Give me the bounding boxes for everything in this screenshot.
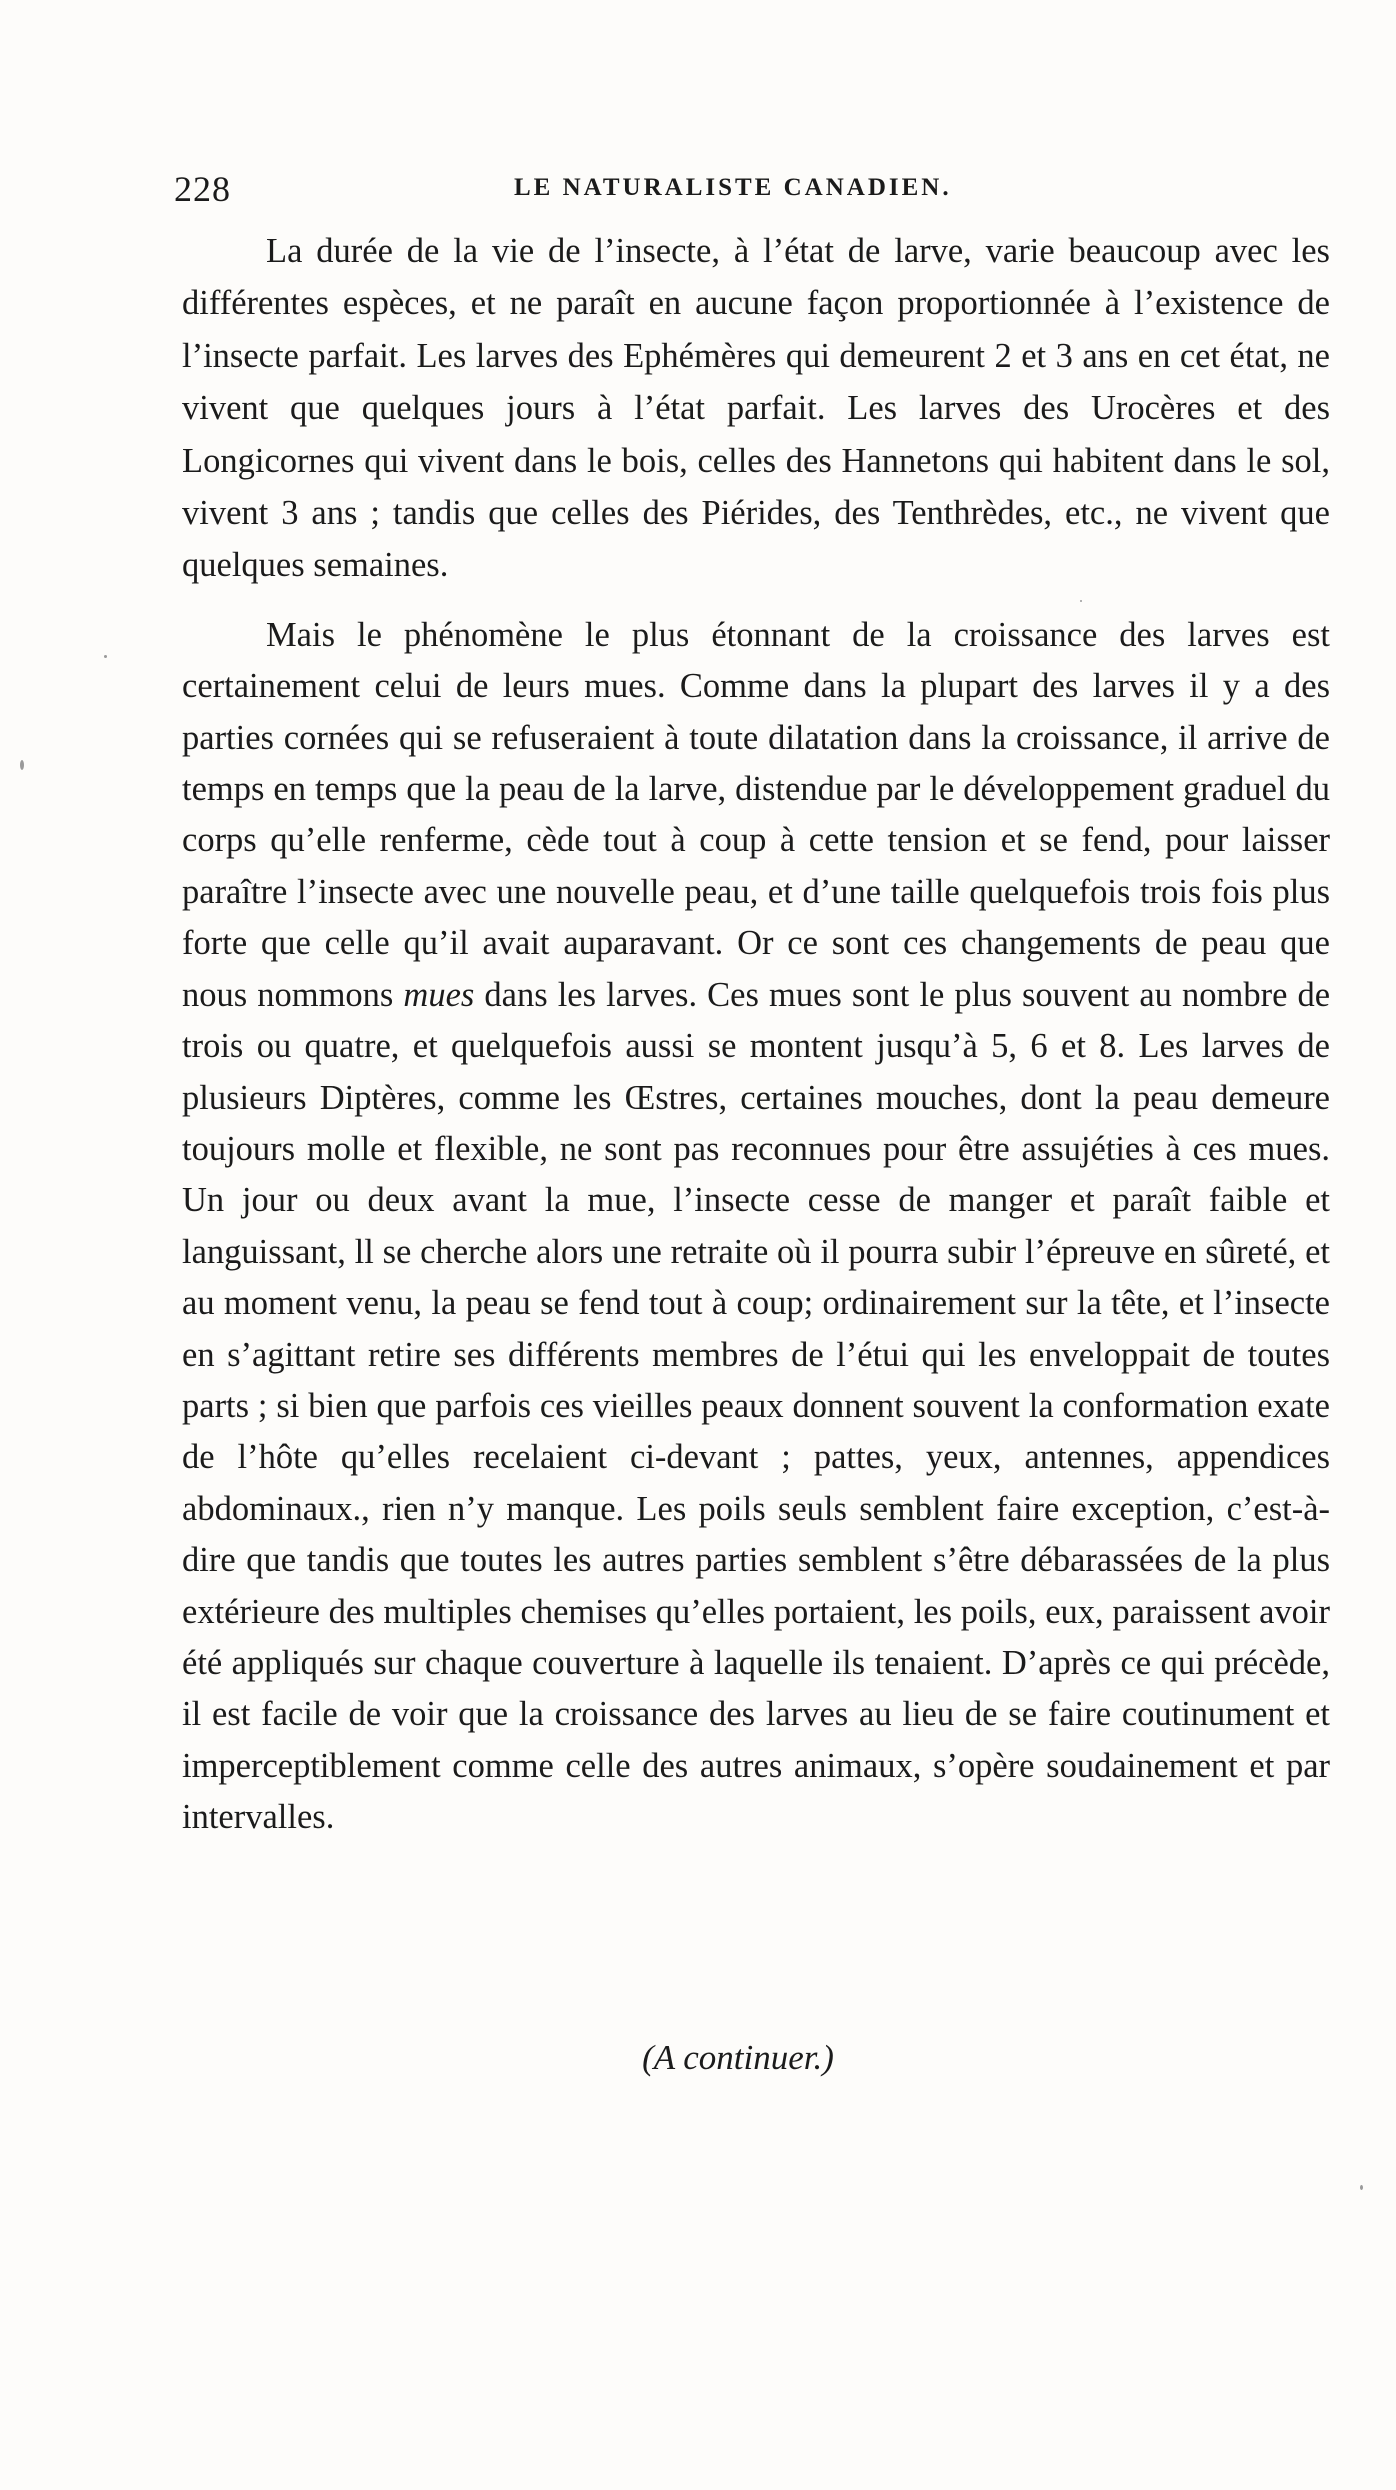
running-head — [174, 168, 1344, 218]
paragraph-molting-part-2: dans les larves. Ces mues sont le plus souvent au nombre de trois ou quatre, et quelquefois aussi se montent jusqu’à 5, 6 et 8. Les larves de plusieurs Diptères, comme les Œstres, certaines mouches, dont la peau demeure toujours molle et flexible, ne sont pas reconnues pour être assujéties à ces mues. Un jour ou deux avant la mue, l’insecte cesse de manger et paraît faible et languissant, ll se cherche alors une retraite où il pourra subir l’épreuve en sûreté, et au moment venu, la peau se fend tout à coup; ordinairement sur la tête, et l’insecte en s’agittant retire ses différents membres de l’étui qui les enveloppait de toutes parts ; si bien que parfois ces vieilles peaux donnent souvent la conformation exate de l’hôte qu’elles recelaient ci-devant ; pattes, yeux, antennes, appendices abdominaux., rien n’y manque. Les poils seuls semblent faire exception, c’est-à-dire que tandis que toutes les autres parties semblent s’être débarassées de la plus extérieure des multiples chemises qu’elles portaient, les poils, eux, paraissent avoir été appliqués sur chaque couverture à laquelle ils tenaient. D’après ce qui précède, il est facile de voir que la croissance des larves au lieu de se faire coutinument et imperceptiblement comme celle des autres animaux, s’opère soudainement et par intervalles. — [182, 975, 1331, 1837]
print-speck — [104, 655, 107, 658]
paragraph-larval-lifespan: La durée de la vie de l’insecte, à l’état de larve, varie beaucoup avec les différentes espèces, et ne paraît en aucune façon proportionnée à l’existence de l’insecte parfait. Les larves des Ephémères qui demeurent 2 et 3 ans en cet état, ne vivent que quelques jours à l’état parfait. Les larves des Urocères et des Longicornes qui vivent dans le bois, celles des Hannetons qui habitent dans le sol, vivent 3 ans ; tandis que celles des Piérides, des Tenthrèdes, etc., ne vivent que quelques semaines. — [182, 232, 1330, 585]
print-speck — [20, 760, 24, 770]
body-text — [182, 225, 1330, 1844]
journal-title: LE NATURALISTE CANADIEN. — [514, 174, 952, 201]
page-number: 228 — [174, 169, 231, 209]
paragraph-molting — [182, 610, 1330, 1844]
italic-term-mues: mues — [403, 975, 475, 1014]
print-speck — [1080, 600, 1082, 602]
print-speck — [1360, 2185, 1363, 2190]
paragraph-molting-part-1: Mais le phénomène le plus étonnant de la croissance des larves est certainement celui de leurs mues. Comme dans la plupart des larves il y a des parties cornées qui se refuseraient à toute dilatation dans la croissance, il arrive de temps en temps que la peau de la larve, distendue par le développement graduel du corps qu’elle renferme, cède tout à coup à cette tension et se fend, pour laisser paraître l’insecte avec une nouvelle peau, et d’une taille quelquefois trois fois plus forte que celle qu’il avait auparavant. Or ce sont ces changements de peau que nous nommons — [182, 615, 1330, 1014]
to-be-continued-note: (A continuer.) — [642, 2038, 834, 2077]
